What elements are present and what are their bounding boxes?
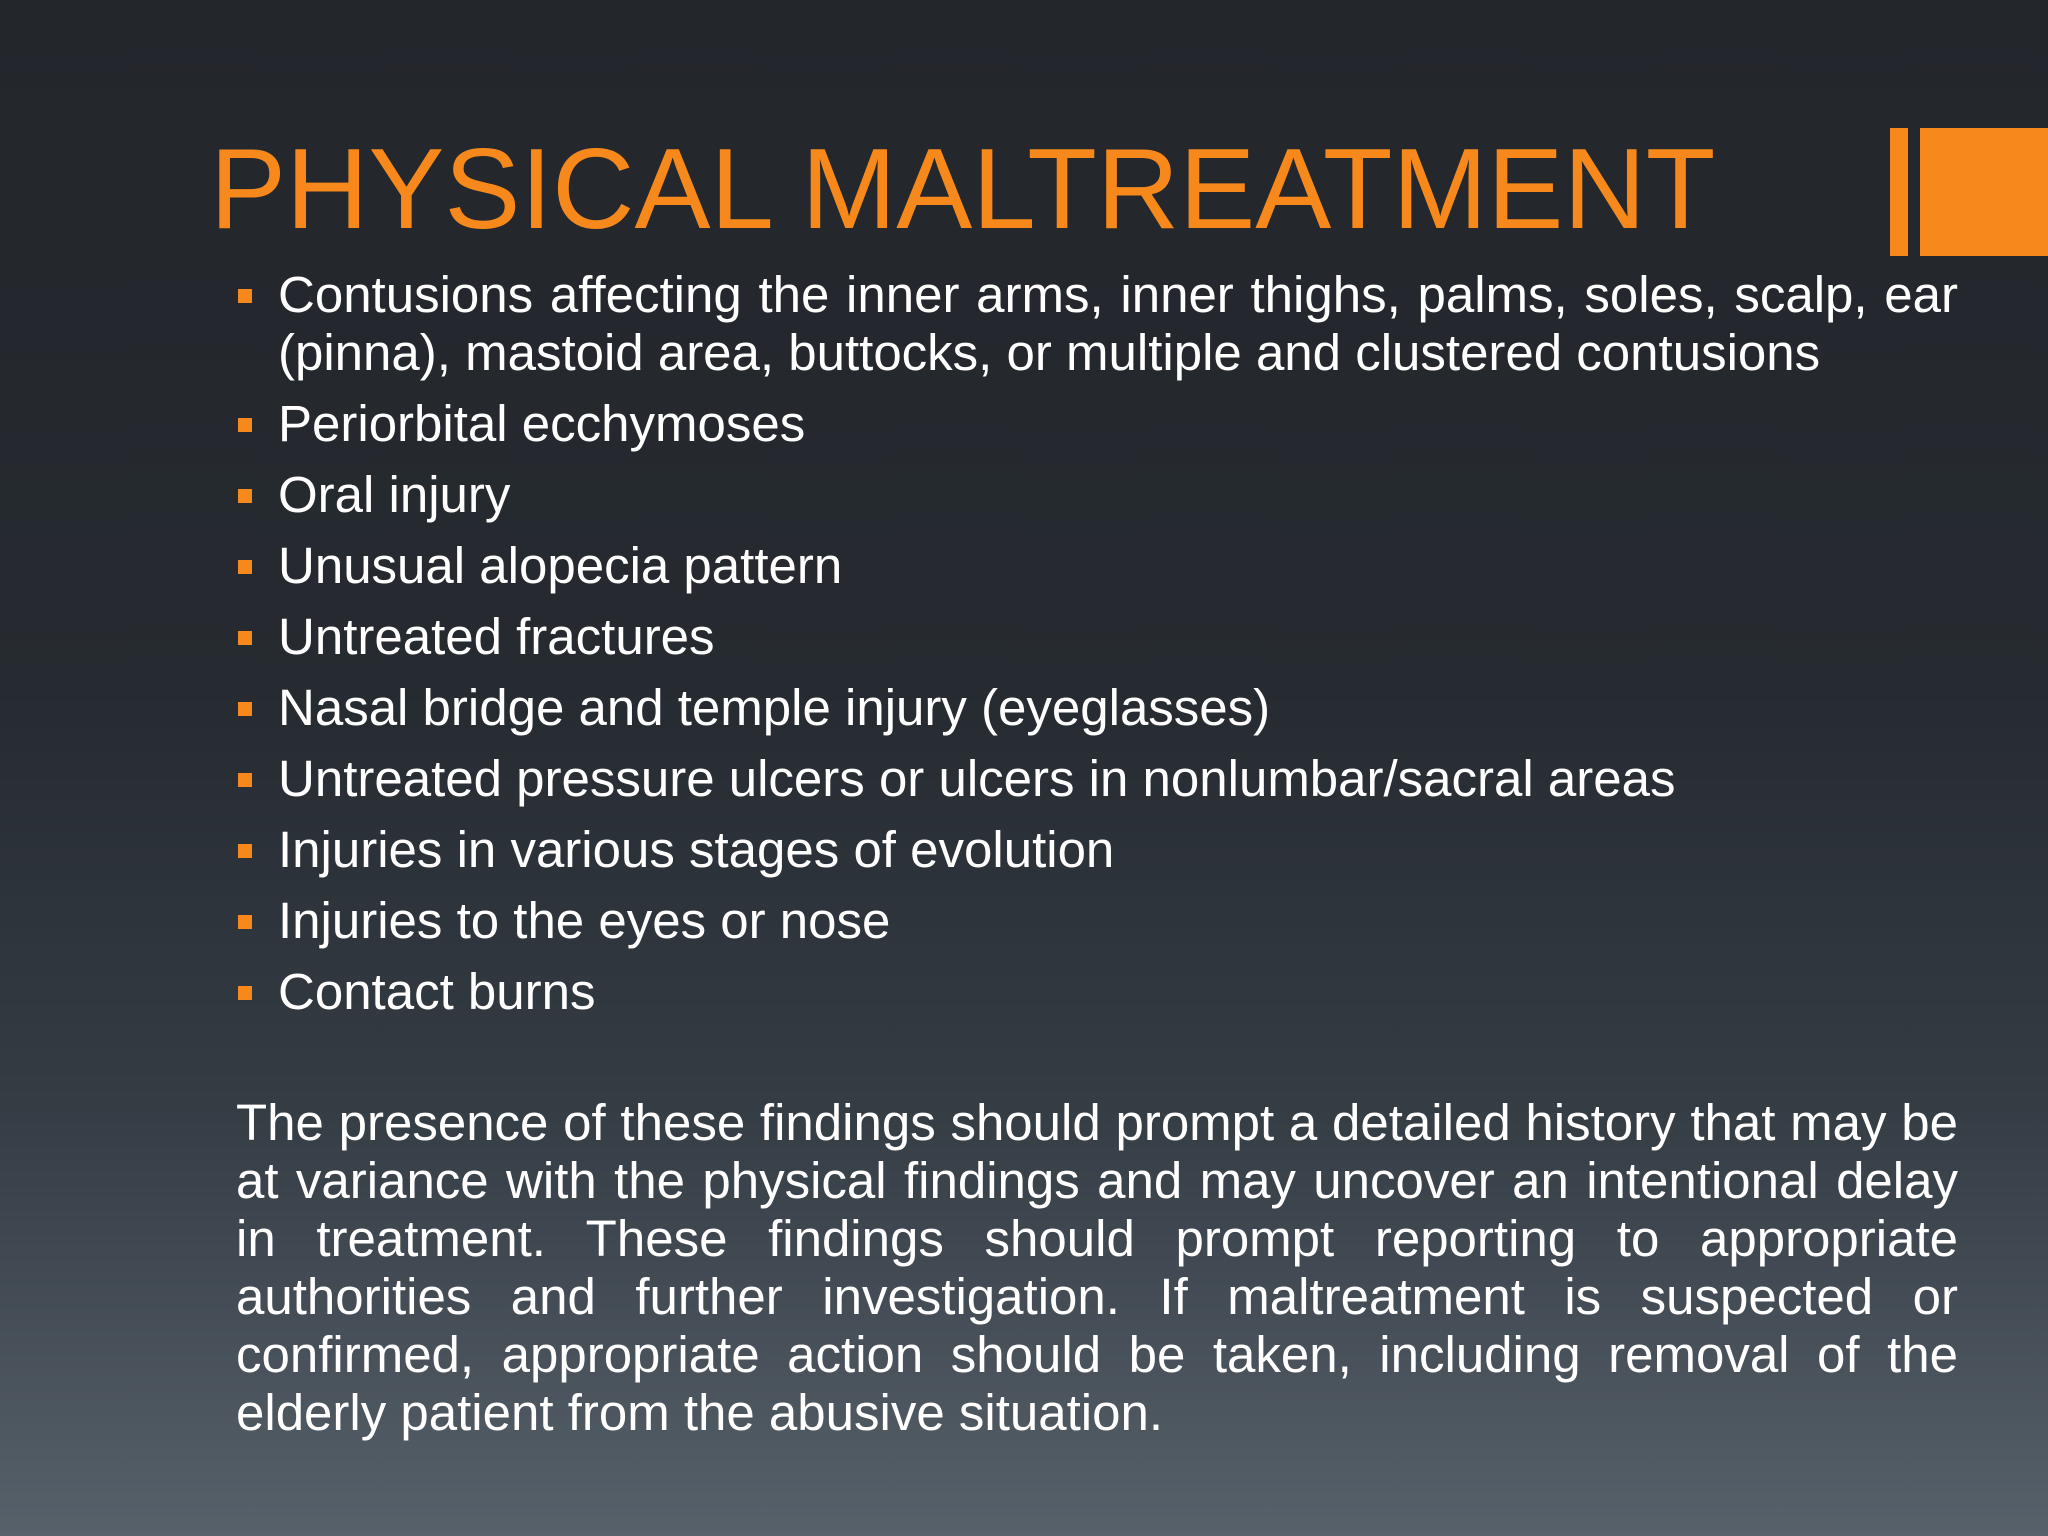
square-bullet-icon [238,702,252,716]
slide-title: PHYSICAL MALTREATMENT [210,126,1716,253]
bullet-text: Unusual alopecia pattern [278,537,843,594]
bullet-text: Oral injury [278,466,511,523]
bullet-text: Untreated pressure ulcers or ulcers in nonlumbar/sacral areas [278,750,1676,807]
bullet-item [238,266,1958,382]
bullet-item [238,608,1958,666]
square-bullet-icon [238,560,252,574]
square-bullet-icon [238,915,252,929]
square-bullet-icon [238,489,252,503]
bullet-item [238,679,1958,737]
bullet-text: Contact burns [278,963,596,1020]
bullet-item [238,466,1958,524]
accent-bar-thin [1890,128,1908,256]
bullet-item [238,892,1958,950]
bullet-text: Untreated fractures [278,608,715,665]
square-bullet-icon [238,418,252,432]
bullet-item [238,537,1958,595]
bullet-text: Injuries to the eyes or nose [278,892,891,949]
bullet-text: Injuries in various stages of evolution [278,821,1115,878]
square-bullet-icon [238,986,252,1000]
bullet-item [238,963,1958,1021]
bullet-item [238,821,1958,879]
square-bullet-icon [238,289,252,303]
square-bullet-icon [238,773,252,787]
bullet-list [238,266,1958,1034]
square-bullet-icon [238,844,252,858]
square-bullet-icon [238,631,252,645]
accent-block [1920,128,2048,256]
bullet-text: Nasal bridge and temple injury (eyeglasses) [278,679,1271,736]
bullet-item [238,395,1958,453]
bullet-item [238,750,1958,808]
bullet-text: Periorbital ecchymoses [278,395,806,452]
summary-paragraph: The presence of these findings should prompt a detailed history that may be at variance with the physical findings and may uncover an intentional delay in treatment. These findings should prompt reporting to appropriate authorities and further investigation. If maltreatment is suspected or confirmed, appropriate action should be taken, including removal of the elderly patient from the abusive situation. [236,1094,1958,1441]
bullet-text: Contusions affecting the inner arms, inner thighs, palms, soles, scalp, ear (pinna), mastoid area, buttocks, or multiple and clustered contusions [278,266,1958,381]
